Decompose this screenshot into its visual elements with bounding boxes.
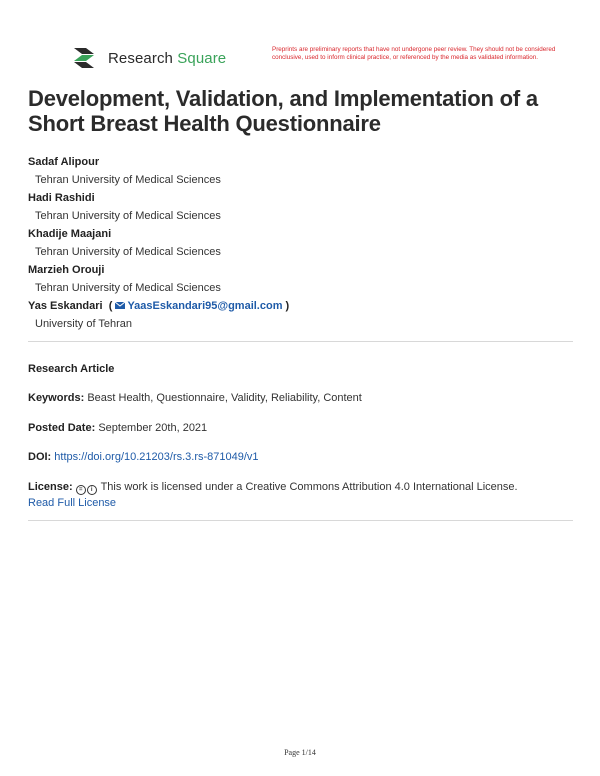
keywords xyxy=(28,390,578,406)
page-number: Page 1/14 xyxy=(284,748,316,757)
author-name: Khadije Maajani xyxy=(28,228,112,240)
envelope-icon xyxy=(115,302,125,309)
research-square-logo[interactable] xyxy=(72,46,226,70)
read-full-license-link[interactable]: Read Full License xyxy=(28,497,117,509)
logo-text: Research Square xyxy=(108,49,227,67)
header xyxy=(72,46,556,76)
article-type: Research Article xyxy=(28,363,115,375)
preprint-disclaimer: Preprints are preliminary reports that have not undergone peer review. They should not be considered conclusive, used to inform clinical practice, or referenced by the media as validated information. xyxy=(272,46,556,61)
doi xyxy=(28,449,578,465)
research-square-logo-icon xyxy=(72,46,102,70)
divider xyxy=(28,520,573,521)
cc-icon: = xyxy=(76,485,86,495)
author-affiliation: Tehran University of Medical Sciences xyxy=(35,246,221,258)
author-affiliation: Tehran University of Medical Sciences xyxy=(35,174,221,186)
doi-label: DOI: xyxy=(28,451,52,463)
keywords-value: Beast Health, Questionnaire, Validity, Reliability, Content xyxy=(87,392,362,404)
keywords-label: Keywords: xyxy=(28,392,85,404)
author-email-link[interactable]: YaasEskandari95@gmail.com xyxy=(127,300,283,312)
author-affiliation: Tehran University of Medical Sciences xyxy=(35,282,221,294)
license-text: This work is licensed under a Creative Commons Attribution 4.0 International License. xyxy=(100,481,518,493)
author-affiliation: Tehran University of Medical Sciences xyxy=(35,210,221,222)
author-name: Yas Eskandari xyxy=(28,300,103,312)
author-list xyxy=(28,153,578,333)
posted-date xyxy=(28,420,578,436)
author-affiliation: University of Tehran xyxy=(35,318,133,330)
divider xyxy=(28,341,573,342)
cc-by-icon: i xyxy=(87,485,97,495)
email-wrapper: ( YaasEskandari95@gmail.com ) xyxy=(105,300,290,312)
license xyxy=(28,479,578,511)
author-name: Hadi Rashidi xyxy=(28,192,95,204)
license-label: License: xyxy=(28,481,73,493)
author-name: Sadaf Alipour xyxy=(28,156,100,168)
author-name: Marzieh Orouji xyxy=(28,264,105,276)
posted-date-value: September 20th, 2021 xyxy=(98,422,208,434)
doi-link[interactable]: https://doi.org/10.21203/rs.3.rs-871049/v1 xyxy=(54,451,259,463)
paper-title: Development, Validation, and Implementation of a Short Breast Health Questionnaire xyxy=(28,86,538,136)
corresponding-author xyxy=(28,297,578,315)
posted-date-label: Posted Date: xyxy=(28,422,96,434)
